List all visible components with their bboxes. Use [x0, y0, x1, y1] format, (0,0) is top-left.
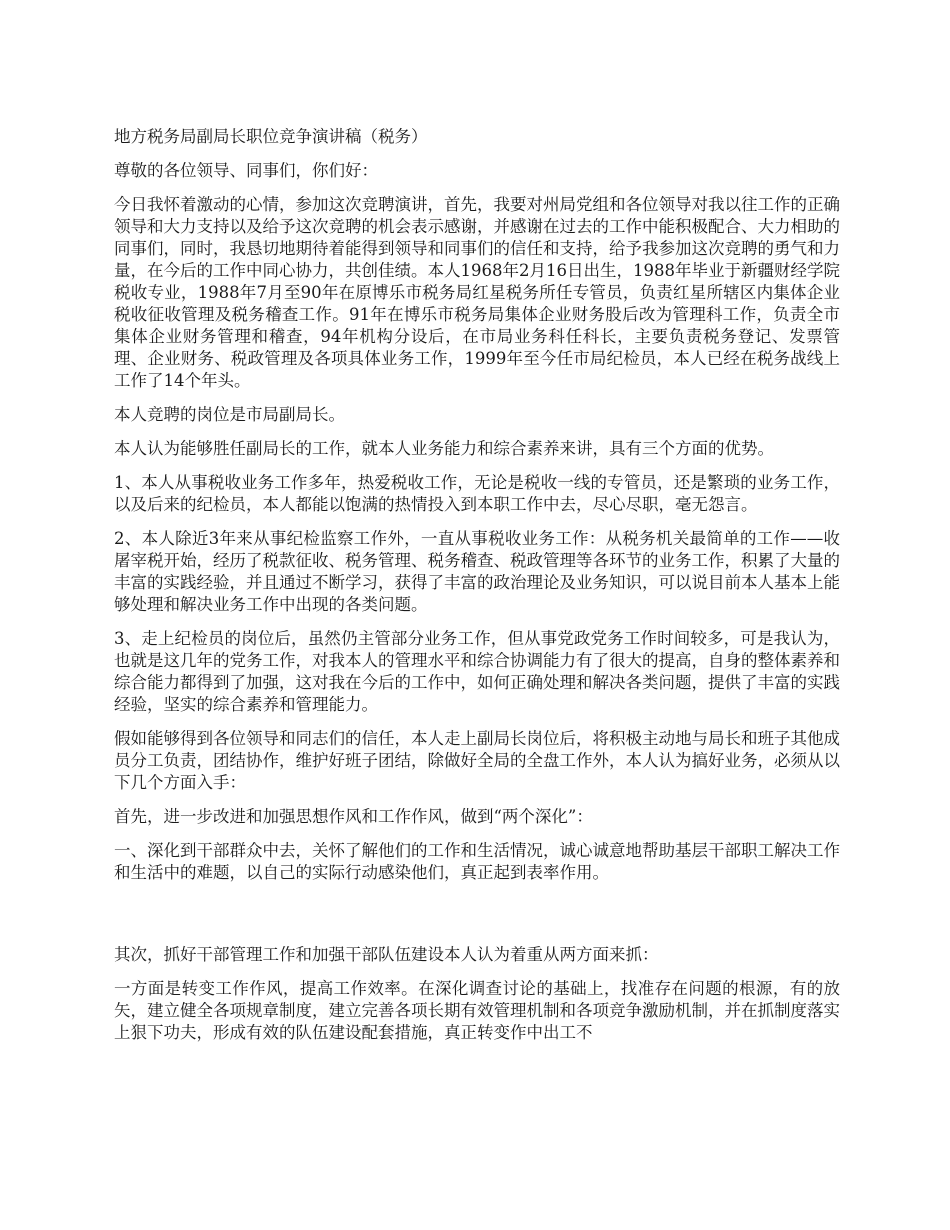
- paragraph-second: 其次，抓好干部管理工作和加强干部队伍建设本人认为着重从两方面来抓：: [114, 945, 659, 964]
- document-title: 地方税务局副局长职位竞争演讲稿（税务）: [114, 127, 428, 146]
- paragraph-plan: 假如能够得到各位领导和同志们的信任，本人走上副局长岗位后，将积极主动地与局长和班子其他成员分工负责，团结协作，维护好班子团结，除做好全局的全盘工作外，本人认为搞好业务，必须从以下几个方面入手：: [114, 729, 840, 792]
- paragraph-deepen-1: 一、深化到干部群众中去，关怀了解他们的工作和生活情况，诚心诚意地帮助基层干部职工解决工作和生活中的难题，以自己的实际行动感染他们，真正起到表率作用。: [114, 841, 840, 882]
- greeting: 尊敬的各位领导、同事们，你们好：: [114, 161, 378, 180]
- paragraph-advantage-3: 3、走上纪检员的岗位后，虽然仍主管部分业务工作，但从事党政党务工作时间较多，可是我认为，也就是这几年的党务工作，对我本人的管理水平和综合协调能力有了很大的提高，自身的整体素养和综合能力都得到了加强，这对我在今后的工作中，如何正确处理和解决各类问题，提供了丰富的实践经验，坚实的综合素养和管理能力。: [114, 629, 840, 714]
- document-page: [114, 126, 840, 1056]
- paragraph-advantage-2: 2、本人除近3年来从事纪检监察工作外，一直从事税收业务工作：从税务机关最简单的工作——收屠宰税开始，经历了税款征收、税务管理、税务稽查、税政管理等各环节的业务工作，积累了大量的丰富的实践经验，并且通过不断学习，获得了丰富的政治理论及业务知识，可以说目前本人基本上能够处理和解决业务工作中出现的各类问题。: [114, 529, 840, 614]
- paragraph-style: 一方面是转变工作作风，提高工作效率。在深化调查讨论的基础上，找准存在问题的根源，有的放矢，建立健全各项规章制度，建立完善各项长期有效管理机制和各项竞争激励机制，并在抓制度落实上狠下功夫，形成有效的队伍建设配套措施，真正转变作中出工不: [114, 979, 840, 1042]
- paragraph-position: 本人竞聘的岗位是市局副局长。: [114, 405, 345, 424]
- paragraph-advantages: 本人认为能够胜任副局长的工作，就本人业务能力和综合素养来讲，具有三个方面的优势。: [114, 439, 774, 458]
- paragraph-advantage-1: 1、本人从事税收业务工作多年，热爱税收工作，无论是税收一线的专管员，还是繁琐的业务工作，以及后来的纪检员，本人都能以饱满的热情投入到本职工作中去，尽心尽职，毫无怨言。: [114, 473, 840, 514]
- paragraph-first: 首先，进一步改进和加强思想作风和工作作风，做到“两个深化”：: [114, 807, 593, 826]
- paragraph-intro: 今日我怀着激动的心情，参加这次竞聘演讲，首先，我要对州局党组和各位领导对我以往工作的正确领导和大力支持以及给予这次竞聘的机会表示感谢，并感谢在过去的工作中能积极配合、大力相助的同事们，同时，我恳切地期待着能得到领导和同事们的信任和支持，给予我参加这次竞聘的勇气和力量，在今后的工作中同心协力，共创佳绩。本人1968年2月16日出生，1988年毕业于新疆财经学院税收专业，1988年7月至90年在原博乐市税务局红星税务所任专管员，负责红星所辖区内集体企业税收征收管理及税务稽查工作。91年在博乐市税务局集体企业财务股后改为管理科工作，负责全市集体企业财务管理和稽查，94年机构分设后，在市局业务科任科长，主要负责税务登记、发票管理、企业财务、税政管理及各项具体业务工作，1999年至今任市局纪检员，本人已经在税务战线上工作了14个年头。: [114, 195, 840, 390]
